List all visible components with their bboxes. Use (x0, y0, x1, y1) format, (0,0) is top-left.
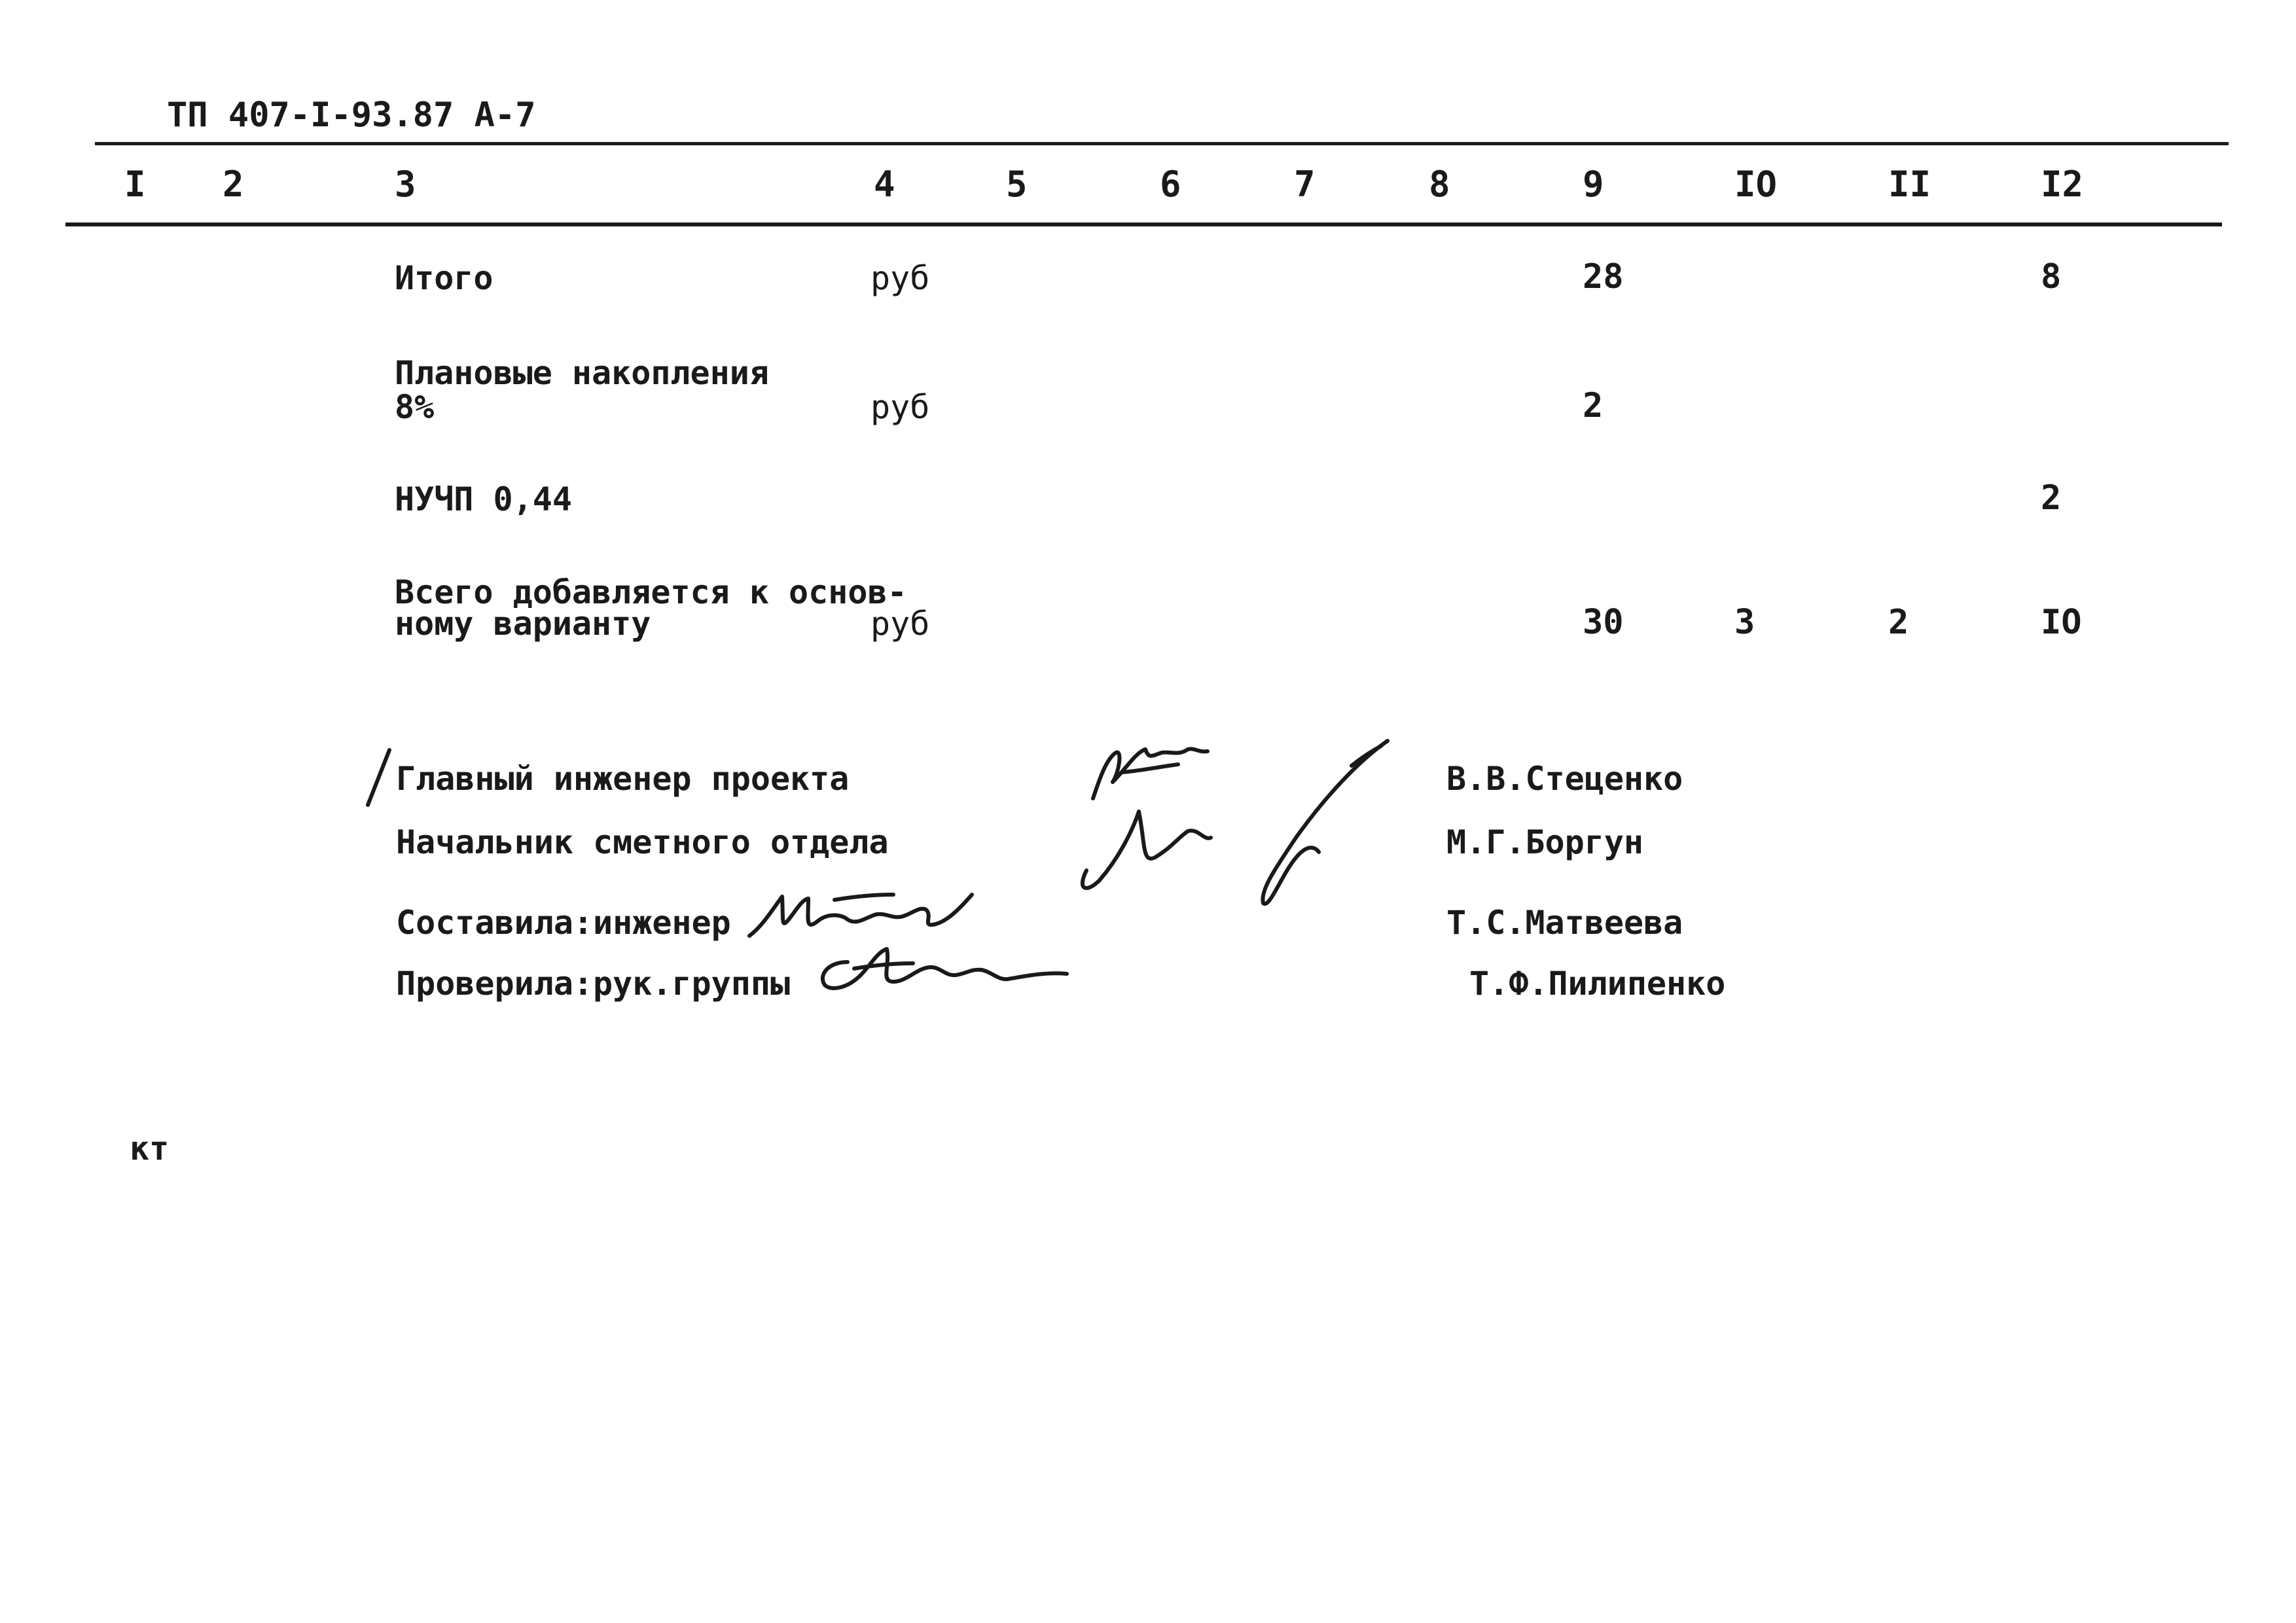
column-header-12: I2 (2041, 164, 2084, 205)
column-header-11: II (1888, 164, 1931, 205)
signature-role-department-head: Начальник сметного отдела (396, 823, 889, 861)
row-name-line: 8% (395, 388, 435, 426)
row-unit: руб (870, 388, 930, 426)
column-header-8: 8 (1429, 164, 1450, 205)
row-unit: руб (870, 605, 930, 643)
column-header-2: 2 (223, 164, 244, 205)
signature-role-chief-engineer: Главный инженер проекта (396, 760, 850, 798)
column-header-7: 7 (1294, 164, 1316, 205)
header-rule (65, 223, 2222, 226)
column-header-4: 4 (874, 164, 895, 205)
column-header-3: 3 (395, 164, 416, 205)
handwritten-signature-department-head (1073, 733, 1401, 916)
row-name-line: НУЧП 0,44 (395, 480, 572, 518)
row-name-line: Итого (395, 259, 493, 297)
document-code: ТП 407-I-93.87 А-7 (167, 96, 536, 135)
row-col12-value: 2 (2041, 478, 2062, 518)
row-name-line: Всего добавляется к основ- (395, 573, 907, 611)
column-header-9: 9 (1583, 164, 1604, 205)
row-col12-value: 8 (2041, 257, 2062, 296)
column-header-5: 5 (1006, 164, 1028, 205)
signature-role-compiler: Составила:инженер (396, 904, 731, 942)
signature-role-checker: Проверила:рук.группы (396, 965, 791, 1003)
row-col12-value: IO (2041, 603, 2082, 642)
row-col11-value: 2 (1888, 603, 1909, 642)
row-col9-value: 30 (1583, 603, 1624, 642)
row-name-line: Плановые накопления (395, 354, 769, 392)
row-col10-value: 3 (1734, 603, 1755, 642)
column-header-10: IO (1734, 164, 1778, 205)
signature-name-compiler: Т.С.Матвеева (1446, 904, 1683, 942)
signature-name-checker: Т.Ф.Пилипенко (1469, 965, 1726, 1003)
row-unit: руб (870, 259, 930, 297)
row-name-line: ному варианту (395, 605, 651, 643)
column-header-6: 6 (1160, 164, 1181, 205)
row-col9-value: 28 (1583, 257, 1624, 296)
row-col9-value: 2 (1583, 386, 1604, 425)
top-rule (95, 142, 2229, 145)
footer-mark: кт (130, 1130, 170, 1168)
column-header-1: I (124, 164, 146, 205)
signature-name-chief-engineer: В.В.Стеценко (1446, 760, 1683, 798)
handwritten-signature-checker (808, 936, 1083, 1008)
handwritten-mark-left (360, 746, 399, 812)
signature-name-department-head: М.Г.Боргун (1446, 823, 1644, 861)
